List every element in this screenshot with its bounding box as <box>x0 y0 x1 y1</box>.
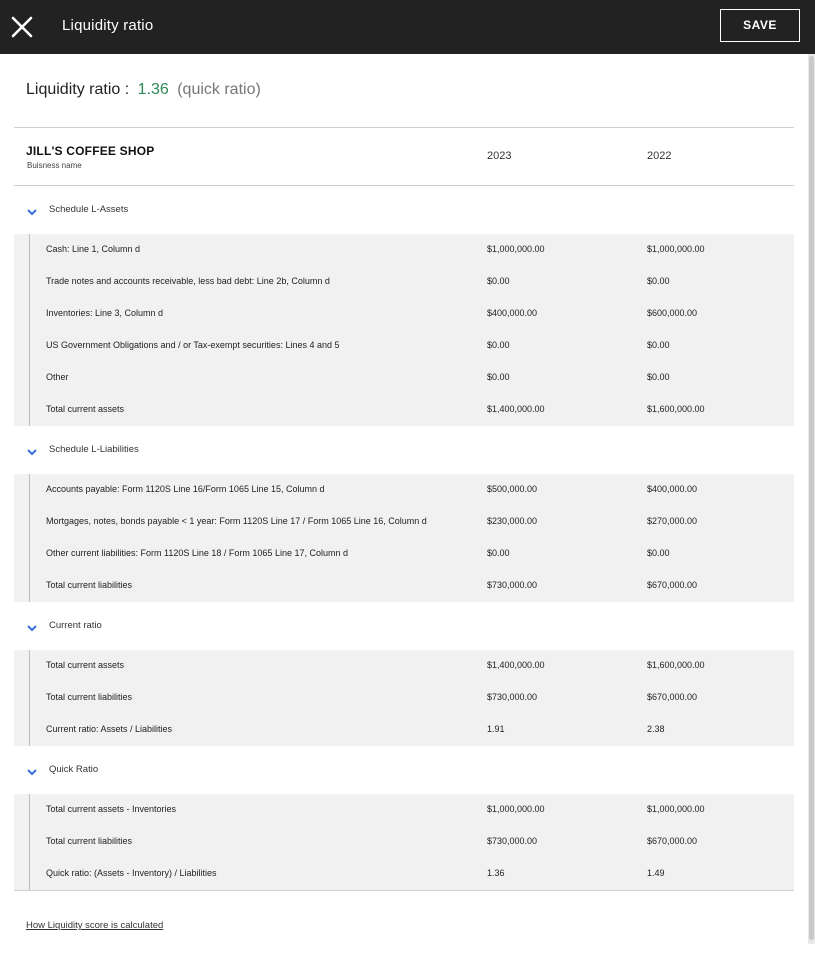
table-row <box>14 538 794 570</box>
row-label: Current ratio: Assets / Liabilities <box>46 724 173 734</box>
row-value-2022: $670,000.00 <box>647 580 698 590</box>
table-row <box>14 474 794 506</box>
row-value-2022: $0.00 <box>647 548 670 558</box>
row-label: Other current liabilities: Form 1120S Line 18 / Form 1065 Line 17, Column d <box>46 548 348 558</box>
row-label: Quick ratio: (Assets - Inventory) / Liabilities <box>46 868 217 878</box>
row-value-2023: $1,000,000.00 <box>487 804 545 814</box>
row-value-2023: $400,000.00 <box>487 308 538 318</box>
section-body-quick-ratio <box>14 794 794 890</box>
row-value-2022: $0.00 <box>647 372 670 382</box>
row-value-2022: $270,000.00 <box>647 516 698 526</box>
row-value-2023: $0.00 <box>487 372 510 382</box>
table-row <box>14 794 794 826</box>
row-value-2023: $230,000.00 <box>487 516 538 526</box>
table-row <box>14 330 794 362</box>
section-toggle-current-ratio[interactable] <box>14 614 794 638</box>
row-value-2023: $730,000.00 <box>487 692 538 702</box>
table-row <box>14 234 794 266</box>
section-body-assets <box>14 234 794 426</box>
section-title: Schedule L-Assets <box>49 204 129 215</box>
row-value-2022: $1,600,000.00 <box>647 660 705 670</box>
row-value-2022: $600,000.00 <box>647 308 698 318</box>
row-value-2022: $0.00 <box>647 340 670 350</box>
divider <box>14 185 794 186</box>
year-header-2023: 2023 <box>487 150 512 162</box>
chevron-down-icon <box>26 764 38 774</box>
row-value-2022: $670,000.00 <box>647 836 698 846</box>
row-label: Total current liabilities <box>46 692 133 702</box>
row-value-2023: $0.00 <box>487 340 510 350</box>
table-row <box>14 682 794 714</box>
row-value-2022: 2.38 <box>647 724 665 734</box>
table-row <box>14 266 794 298</box>
row-label: Total current liabilities <box>46 580 133 590</box>
close-icon[interactable] <box>10 15 34 39</box>
scrollbar-thumb[interactable] <box>809 56 814 940</box>
row-value-2022: $1,000,000.00 <box>647 244 705 254</box>
liquidity-ratio-note: (quick ratio) <box>177 81 261 98</box>
row-value-2023: $730,000.00 <box>487 836 538 846</box>
table-row <box>14 298 794 330</box>
business-name: JILL'S COFFEE SHOP <box>26 144 155 158</box>
section-title: Schedule L-Liabilities <box>49 444 139 455</box>
section-body-current-ratio <box>14 650 794 746</box>
year-header-2022: 2022 <box>647 150 672 162</box>
liquidity-ratio-summary <box>26 81 261 99</box>
table-row <box>14 506 794 538</box>
section-toggle-quick-ratio[interactable] <box>14 758 794 782</box>
row-label: Inventories: Line 3, Column d <box>46 308 164 318</box>
table-row <box>14 394 794 426</box>
top-bar <box>0 0 815 54</box>
row-value-2022: $1,600,000.00 <box>647 404 705 414</box>
row-value-2023: $0.00 <box>487 548 510 558</box>
page-title: Liquidity ratio <box>62 17 154 34</box>
row-value-2023: $1,400,000.00 <box>487 404 545 414</box>
section-toggle-assets[interactable] <box>14 198 794 222</box>
row-label: Mortgages, notes, bonds payable < 1 year: Form 1120S Line 17 / Form 1065 Line 16, Column d <box>46 516 427 526</box>
section-body-liabilities <box>14 474 794 602</box>
row-value-2023: 1.91 <box>487 724 505 734</box>
row-label: Other <box>46 372 69 382</box>
table-row <box>14 826 794 858</box>
row-label: Total current assets <box>46 660 125 670</box>
row-value-2023: $500,000.00 <box>487 484 538 494</box>
row-label: Total current liabilities <box>46 836 133 846</box>
row-label: Trade notes and accounts receivable, less bad debt: Line 2b, Column d <box>46 276 330 286</box>
table-row <box>14 650 794 682</box>
section-title: Current ratio <box>49 620 102 631</box>
row-value-2023: $1,000,000.00 <box>487 244 545 254</box>
row-label: Accounts payable: Form 1120S Line 16/Form 1065 Line 15, Column d <box>46 484 325 494</box>
chevron-down-icon <box>26 444 38 454</box>
divider <box>14 127 794 128</box>
row-label: US Government Obligations and / or Tax-exempt securities: Lines 4 and 5 <box>46 340 340 350</box>
business-name-label: Buisness name <box>27 161 82 170</box>
scrollbar[interactable] <box>808 54 815 944</box>
row-label: Total current assets <box>46 404 125 414</box>
row-value-2023: $1,400,000.00 <box>487 660 545 670</box>
section-title: Quick Ratio <box>49 764 99 775</box>
row-value-2022: $1,000,000.00 <box>647 804 705 814</box>
liquidity-ratio-label: Liquidity ratio : <box>26 81 130 98</box>
row-label: Cash: Line 1, Column d <box>46 244 141 254</box>
row-value-2022: $0.00 <box>647 276 670 286</box>
table-row <box>14 858 794 890</box>
row-value-2022: $670,000.00 <box>647 692 698 702</box>
divider <box>14 890 794 891</box>
table-row <box>14 570 794 602</box>
row-value-2023: $0.00 <box>487 276 510 286</box>
row-value-2022: $400,000.00 <box>647 484 698 494</box>
row-value-2023: $730,000.00 <box>487 580 538 590</box>
chevron-down-icon <box>26 204 38 214</box>
table-row <box>14 362 794 394</box>
row-label: Total current assets - Inventories <box>46 804 177 814</box>
chevron-down-icon <box>26 620 38 630</box>
row-value-2023: 1.36 <box>487 868 505 878</box>
save-button[interactable]: SAVE <box>720 9 800 42</box>
liquidity-ratio-value: 1.36 <box>137 81 169 98</box>
row-value-2022: 1.49 <box>647 868 665 878</box>
table-row <box>14 714 794 746</box>
liquidity-score-info-link[interactable]: How Liquidity score is calculated <box>26 920 164 931</box>
section-toggle-liabilities[interactable] <box>14 438 794 462</box>
